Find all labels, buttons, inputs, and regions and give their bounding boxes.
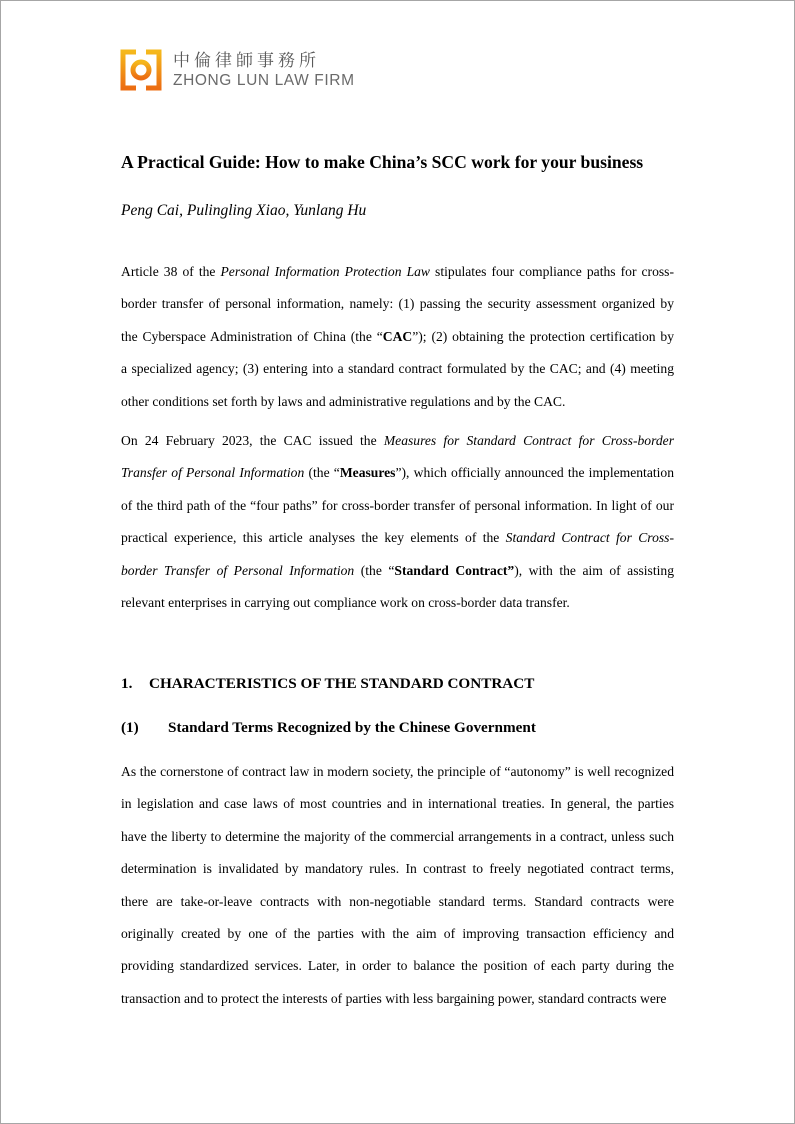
- text-line: [121, 821, 674, 853]
- section-heading: [121, 673, 534, 695]
- text-run: providing standardized services. Later, in order to balance the position of each party during the: [121, 958, 674, 974]
- text-line: [121, 353, 674, 385]
- text-run: (the “: [354, 562, 395, 578]
- text-run: Article 38 of the: [121, 264, 221, 279]
- text-run: relevant enterprises in carrying out compliance work on cross-border data transfer.: [121, 594, 570, 610]
- subsection-number: (1): [121, 719, 139, 736]
- firm-logo: [120, 47, 355, 93]
- intro-paragraph-2: [121, 425, 674, 619]
- text-run: there are take-or-leave contracts with non-negotiable standard terms. Standard contracts were: [121, 893, 674, 909]
- italic-text: Measures for Standard Contract for Cross-border: [383, 433, 674, 448]
- text-line: [121, 555, 674, 587]
- text-line: [121, 886, 674, 918]
- subsection-title: Standard Terms Recognized by the Chinese Government: [168, 719, 536, 736]
- zhong-lun-logo-icon: [120, 49, 162, 91]
- text-line: [121, 853, 674, 885]
- text-run: of the third path of the “four paths” for cross-border transfer of personal information. In light of our: [121, 497, 674, 513]
- text-run: have the liberty to determine the majority of the commercial arrangements in a contract, unless such: [121, 828, 674, 844]
- text-line: [121, 918, 674, 950]
- text-run: stipulates four compliance paths for cross-: [430, 264, 674, 279]
- text-line: [121, 756, 674, 788]
- article-title: A Practical Guide: How to make China’s SCC work for your business: [121, 152, 644, 172]
- text-line: [121, 587, 674, 619]
- text-run: ”), which officially announced the implementation: [395, 465, 675, 481]
- text-line: [121, 425, 674, 457]
- text-run: originally created by one of the parties with the aim of improving transaction efficiency and: [121, 925, 674, 941]
- text-line: [121, 983, 674, 1015]
- text-run: determination is invalidated by mandatory rules. In contrast to freely negotiated contract terms,: [121, 861, 674, 877]
- text-run: in legislation and case laws of most countries and in international treaties. In general, the parties: [121, 796, 674, 812]
- text-run: practical experience, this article analyses the key elements of the: [121, 530, 506, 546]
- bold-text: Standard Contract”: [394, 562, 515, 578]
- text-line: [121, 490, 674, 522]
- text-run: border transfer of personal information, namely: (1) passing the security assessment organized by: [121, 296, 674, 312]
- section-title: CHARACTERISTICS OF THE STANDARD CONTRACT: [149, 675, 535, 692]
- text-run: As the cornerstone of contract law in modern society, the principle of “autonomy” is well recognized: [121, 764, 674, 779]
- text-line: [121, 256, 674, 288]
- text-run: other conditions set forth by laws and administrative regulations and by the CAC.: [121, 393, 566, 409]
- italic-text: Standard Contract for Cross-: [505, 530, 674, 546]
- text-line: [121, 788, 674, 820]
- text-line: [121, 950, 674, 982]
- text-line: [121, 457, 674, 489]
- text-run: a specialized agency; (3) entering into a standard contract formulated by the CAC; and (4) meeting: [121, 361, 674, 377]
- bold-text: Measures: [339, 465, 396, 481]
- subsection-paragraph: [121, 756, 674, 1015]
- logo-chinese-name: 中倫律師事務所: [173, 50, 320, 71]
- text-line: [121, 522, 674, 554]
- italic-text: border Transfer of Personal Information: [121, 562, 355, 578]
- bold-text: CAC: [382, 328, 413, 344]
- article-authors: Peng Cai, Pulingling Xiao, Yunlang Hu: [121, 202, 367, 219]
- logo-english-name: ZHONG LUN LAW FIRM: [173, 71, 355, 89]
- section-number: 1.: [121, 675, 133, 692]
- text-run: transaction and to protect the interests of parties with less bargaining power, standard contracts were: [121, 990, 667, 1006]
- text-run: (the “: [304, 465, 340, 481]
- subsection-heading: [121, 717, 536, 739]
- italic-text: Transfer of Personal Information: [121, 465, 305, 481]
- italic-text: Personal Information Protection Law: [220, 264, 430, 279]
- text-line: [121, 386, 674, 418]
- text-line: [121, 321, 674, 353]
- text-run: the Cyberspace Administration of China (the “: [121, 328, 383, 344]
- text-run: ”); (2) obtaining the protection certification by: [412, 328, 675, 344]
- text-run: On 24 February 2023, the CAC issued the: [121, 433, 384, 448]
- text-run: ), with the aim of assisting: [514, 562, 674, 578]
- intro-paragraph-1: [121, 256, 674, 418]
- text-line: [121, 288, 674, 320]
